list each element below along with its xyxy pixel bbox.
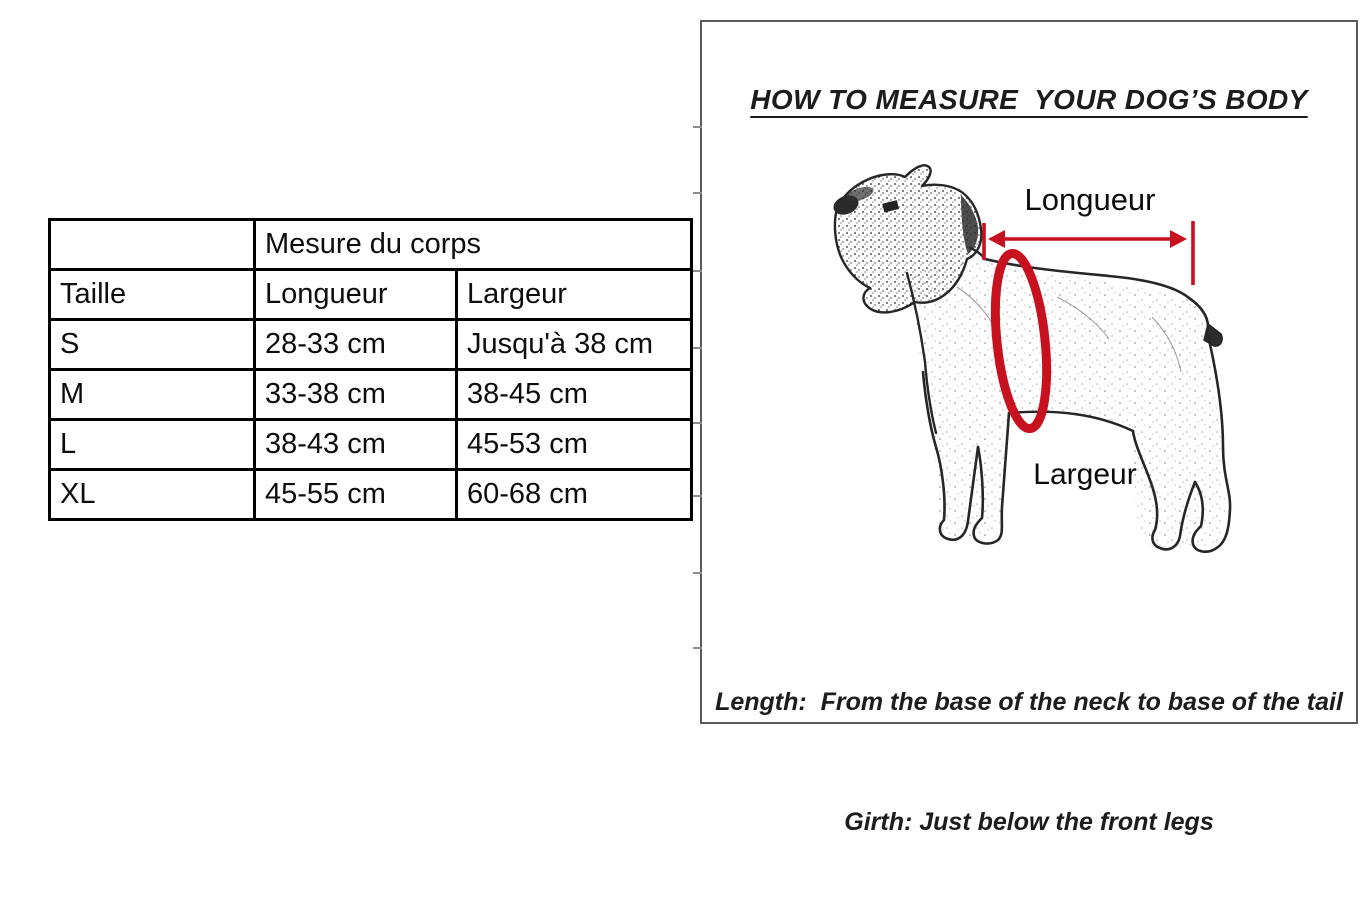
measure-notes: [702, 602, 1356, 922]
measure-guide-panel: [700, 20, 1358, 836]
ruler-tick: [693, 347, 702, 349]
girth-cell: Jusqu'à 38 cm: [457, 320, 692, 370]
ruler-tick: [693, 126, 702, 128]
girth-cell: 38-45 cm: [457, 370, 692, 420]
merged-header-cell: Mesure du corps: [255, 220, 692, 270]
girth-cell: 60-68 cm: [457, 470, 692, 520]
ruler-tick: [693, 270, 702, 272]
size-cell: L: [50, 420, 255, 470]
table-row: [50, 270, 692, 320]
size-cell: XL: [50, 470, 255, 520]
ruler-tick: [693, 647, 702, 649]
table-row: [50, 320, 692, 370]
table-row: [50, 220, 692, 270]
size-chart-table: [48, 218, 693, 521]
girth-note: Girth: Just below the front legs: [844, 808, 1214, 836]
table-row: [50, 470, 692, 520]
table-row: [50, 370, 692, 420]
length-cell: 38-43 cm: [255, 420, 457, 470]
size-cell: M: [50, 370, 255, 420]
ruler-tick: [693, 422, 702, 424]
dog-body-texture: [908, 261, 1225, 548]
table-row: [50, 420, 692, 470]
ruler-tick: [693, 192, 702, 194]
length-cell: 45-55 cm: [255, 470, 457, 520]
length-cell: 28-33 cm: [255, 320, 457, 370]
size-cell: S: [50, 320, 255, 370]
dog-illustration: [757, 147, 1332, 617]
ruler-tick: [693, 572, 702, 574]
length-cell: 33-38 cm: [255, 370, 457, 420]
ruler-tick: [693, 495, 702, 497]
panel-title: HOW TO MEASURE YOUR DOG’S BODY: [750, 84, 1308, 115]
girth-cell: 45-53 cm: [457, 420, 692, 470]
column-header-size: Taille: [50, 270, 255, 320]
length-label: Longueur: [1024, 182, 1156, 217]
empty-cell: [50, 220, 255, 270]
length-note: Length: From the base of the neck to base of the tail: [715, 688, 1343, 716]
column-header-length: Longueur: [255, 270, 457, 320]
column-header-girth: Largeur: [457, 270, 692, 320]
girth-label: Largeur: [1033, 458, 1137, 491]
